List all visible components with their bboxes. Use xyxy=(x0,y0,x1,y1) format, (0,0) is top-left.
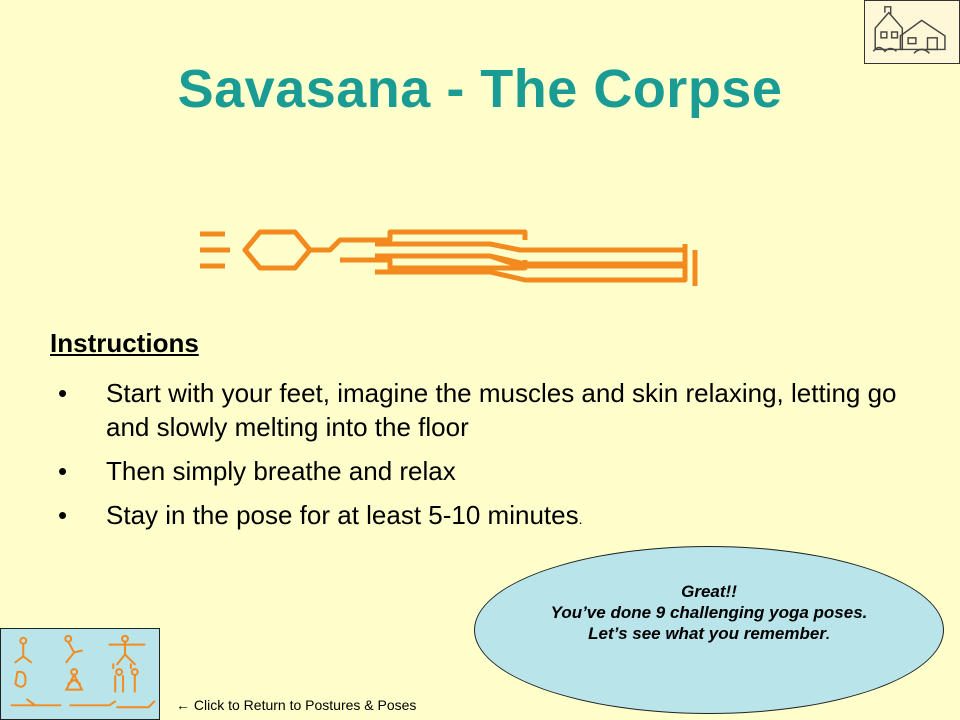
instructions-heading: Instructions xyxy=(50,328,199,358)
instruction-text: Start with your feet, imagine the muscles and skin relaxing, letting go and slowly melting into the floor xyxy=(106,378,897,442)
instruction-text: Stay in the pose for at least 5-10 minutes xyxy=(106,500,579,530)
slide-title: Savasana - The Corpse xyxy=(177,59,783,119)
instructions-list xyxy=(50,376,910,546)
bullet-dot: • xyxy=(58,456,68,486)
corpse-pose-illustration xyxy=(190,210,720,300)
home-button[interactable] xyxy=(864,0,960,64)
bubble-line-remember: Let’s see what you remember. xyxy=(588,624,830,643)
list-item xyxy=(50,454,910,488)
postures-thumbnail-button[interactable] xyxy=(0,628,160,720)
bubble-line-done: You’ve done 9 challenging yoga poses. xyxy=(550,603,868,622)
list-item xyxy=(50,498,910,536)
bullet-dot: • xyxy=(58,378,68,408)
list-item xyxy=(50,376,910,444)
return-link-label: Click to Return to Postures & Poses xyxy=(193,697,417,713)
yoga-poses-thumbnail-icon xyxy=(1,629,159,719)
left-arrow-icon: ← xyxy=(176,697,190,713)
return-to-postures-link[interactable] xyxy=(176,697,416,713)
houses-icon xyxy=(865,1,959,63)
bubble-line-great: Great!! xyxy=(681,582,737,601)
instruction-text: Then simply breathe and relax xyxy=(106,456,456,486)
bullet-dot: • xyxy=(58,500,68,530)
instruction-period: . xyxy=(578,511,583,527)
completion-message-bubble xyxy=(474,546,944,714)
